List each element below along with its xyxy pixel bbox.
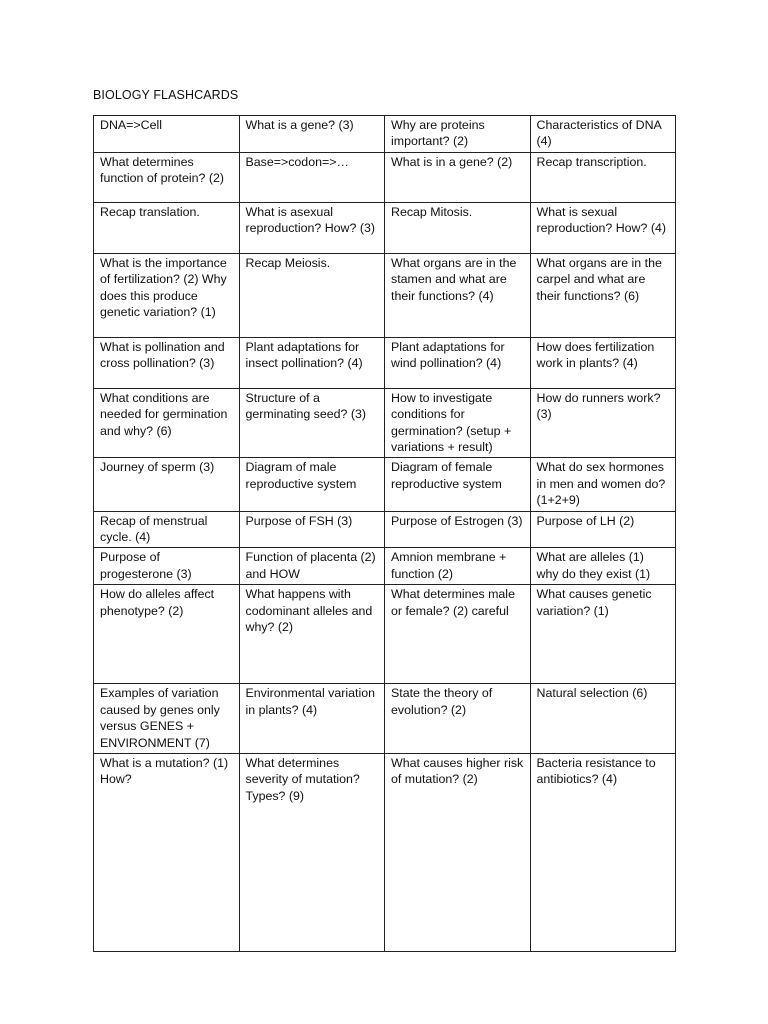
flashcard-table (93, 115, 676, 952)
flashcard-cell: Recap Meiosis. (239, 253, 385, 337)
flashcard-cell: What is the importance of fertilization? (2) Why does this produce genetic variation? (1) (94, 253, 240, 337)
table-row (94, 684, 676, 754)
flashcard-cell: Environmental variation in plants? (4) (239, 684, 385, 754)
flashcard-cell: Recap of menstrual cycle. (4) (94, 511, 240, 548)
flashcard-cell: Amnion membrane + function (2) (385, 548, 531, 585)
flashcard-cell: What is in a gene? (2) (385, 152, 531, 202)
table-row (94, 585, 676, 684)
flashcard-cell: What organs are in the stamen and what are their functions? (4) (385, 253, 531, 337)
flashcard-cell: Structure of a germinating seed? (3) (239, 388, 385, 458)
page-title: BIOLOGY FLASHCARDS (93, 88, 239, 102)
flashcard-cell: How do runners work? (3) (530, 388, 676, 458)
table-row (94, 458, 676, 511)
flashcard-cell: What conditions are needed for germination and why? (6) (94, 388, 240, 458)
flashcard-cell: Purpose of FSH (3) (239, 511, 385, 548)
flashcard-cell: Plant adaptations for wind pollination? (4) (385, 337, 531, 388)
flashcard-cell: Recap Mitosis. (385, 202, 531, 253)
table-row (94, 337, 676, 388)
flashcard-cell: State the theory of evolution? (2) (385, 684, 531, 754)
flashcard-cell: What is asexual reproduction? How? (3) (239, 202, 385, 253)
flashcard-cell: Base=>codon=>… (239, 152, 385, 202)
flashcard-cell: Plant adaptations for insect pollination? (4) (239, 337, 385, 388)
table-row (94, 753, 676, 951)
table-row (94, 202, 676, 253)
flashcard-cell: DNA=>Cell (94, 116, 240, 153)
flashcard-cell: What determines male or female? (2) careful (385, 585, 531, 684)
flashcard-cell: What determines severity of mutation? Types? (9) (239, 753, 385, 951)
flashcard-cell: How does fertilization work in plants? (4) (530, 337, 676, 388)
flashcard-cell: Purpose of progesterone (3) (94, 548, 240, 585)
flashcard-cell: Purpose of Estrogen (3) (385, 511, 531, 548)
flashcard-cell: Journey of sperm (3) (94, 458, 240, 511)
flashcard-cell: What is sexual reproduction? How? (4) (530, 202, 676, 253)
table-row (94, 253, 676, 337)
flashcard-cell: What are alleles (1) why do they exist (1) (530, 548, 676, 585)
flashcard-cell: What organs are in the carpel and what are their functions? (6) (530, 253, 676, 337)
flashcard-cell: What causes genetic variation? (1) (530, 585, 676, 684)
table-row (94, 152, 676, 202)
flashcard-cell: What determines function of protein? (2) (94, 152, 240, 202)
flashcard-cell: How do alleles affect phenotype? (2) (94, 585, 240, 684)
flashcard-cell: Bacteria resistance to antibiotics? (4) (530, 753, 676, 951)
flashcard-cell: Diagram of male reproductive system (239, 458, 385, 511)
table-row (94, 511, 676, 548)
flashcard-cell: Function of placenta (2) and HOW (239, 548, 385, 585)
flashcard-cell: What causes higher risk of mutation? (2) (385, 753, 531, 951)
flashcard-cell: Purpose of LH (2) (530, 511, 676, 548)
flashcard-cell: What is a gene? (3) (239, 116, 385, 153)
flashcard-cell: How to investigate conditions for germination? (setup + variations + result) (385, 388, 531, 458)
flashcard-cell: Characteristics of DNA (4) (530, 116, 676, 153)
flashcard-cell: Diagram of female reproductive system (385, 458, 531, 511)
flashcard-cell: What is pollination and cross pollination? (3) (94, 337, 240, 388)
flashcard-cell: What is a mutation? (1) How? (94, 753, 240, 951)
flashcard-cell: Examples of variation caused by genes only versus GENES + ENVIRONMENT (7) (94, 684, 240, 754)
flashcard-cell: Recap translation. (94, 202, 240, 253)
table-row (94, 548, 676, 585)
flashcard-cell: Recap transcription. (530, 152, 676, 202)
flashcard-cell: What do sex hormones in men and women do? (1+2+9) (530, 458, 676, 511)
flashcard-cell: Natural selection (6) (530, 684, 676, 754)
table-row (94, 116, 676, 153)
flashcard-cell: Why are proteins important? (2) (385, 116, 531, 153)
flashcard-cell: What happens with codominant alleles and why? (2) (239, 585, 385, 684)
table-row (94, 388, 676, 458)
flashcard-table-body (94, 116, 676, 952)
